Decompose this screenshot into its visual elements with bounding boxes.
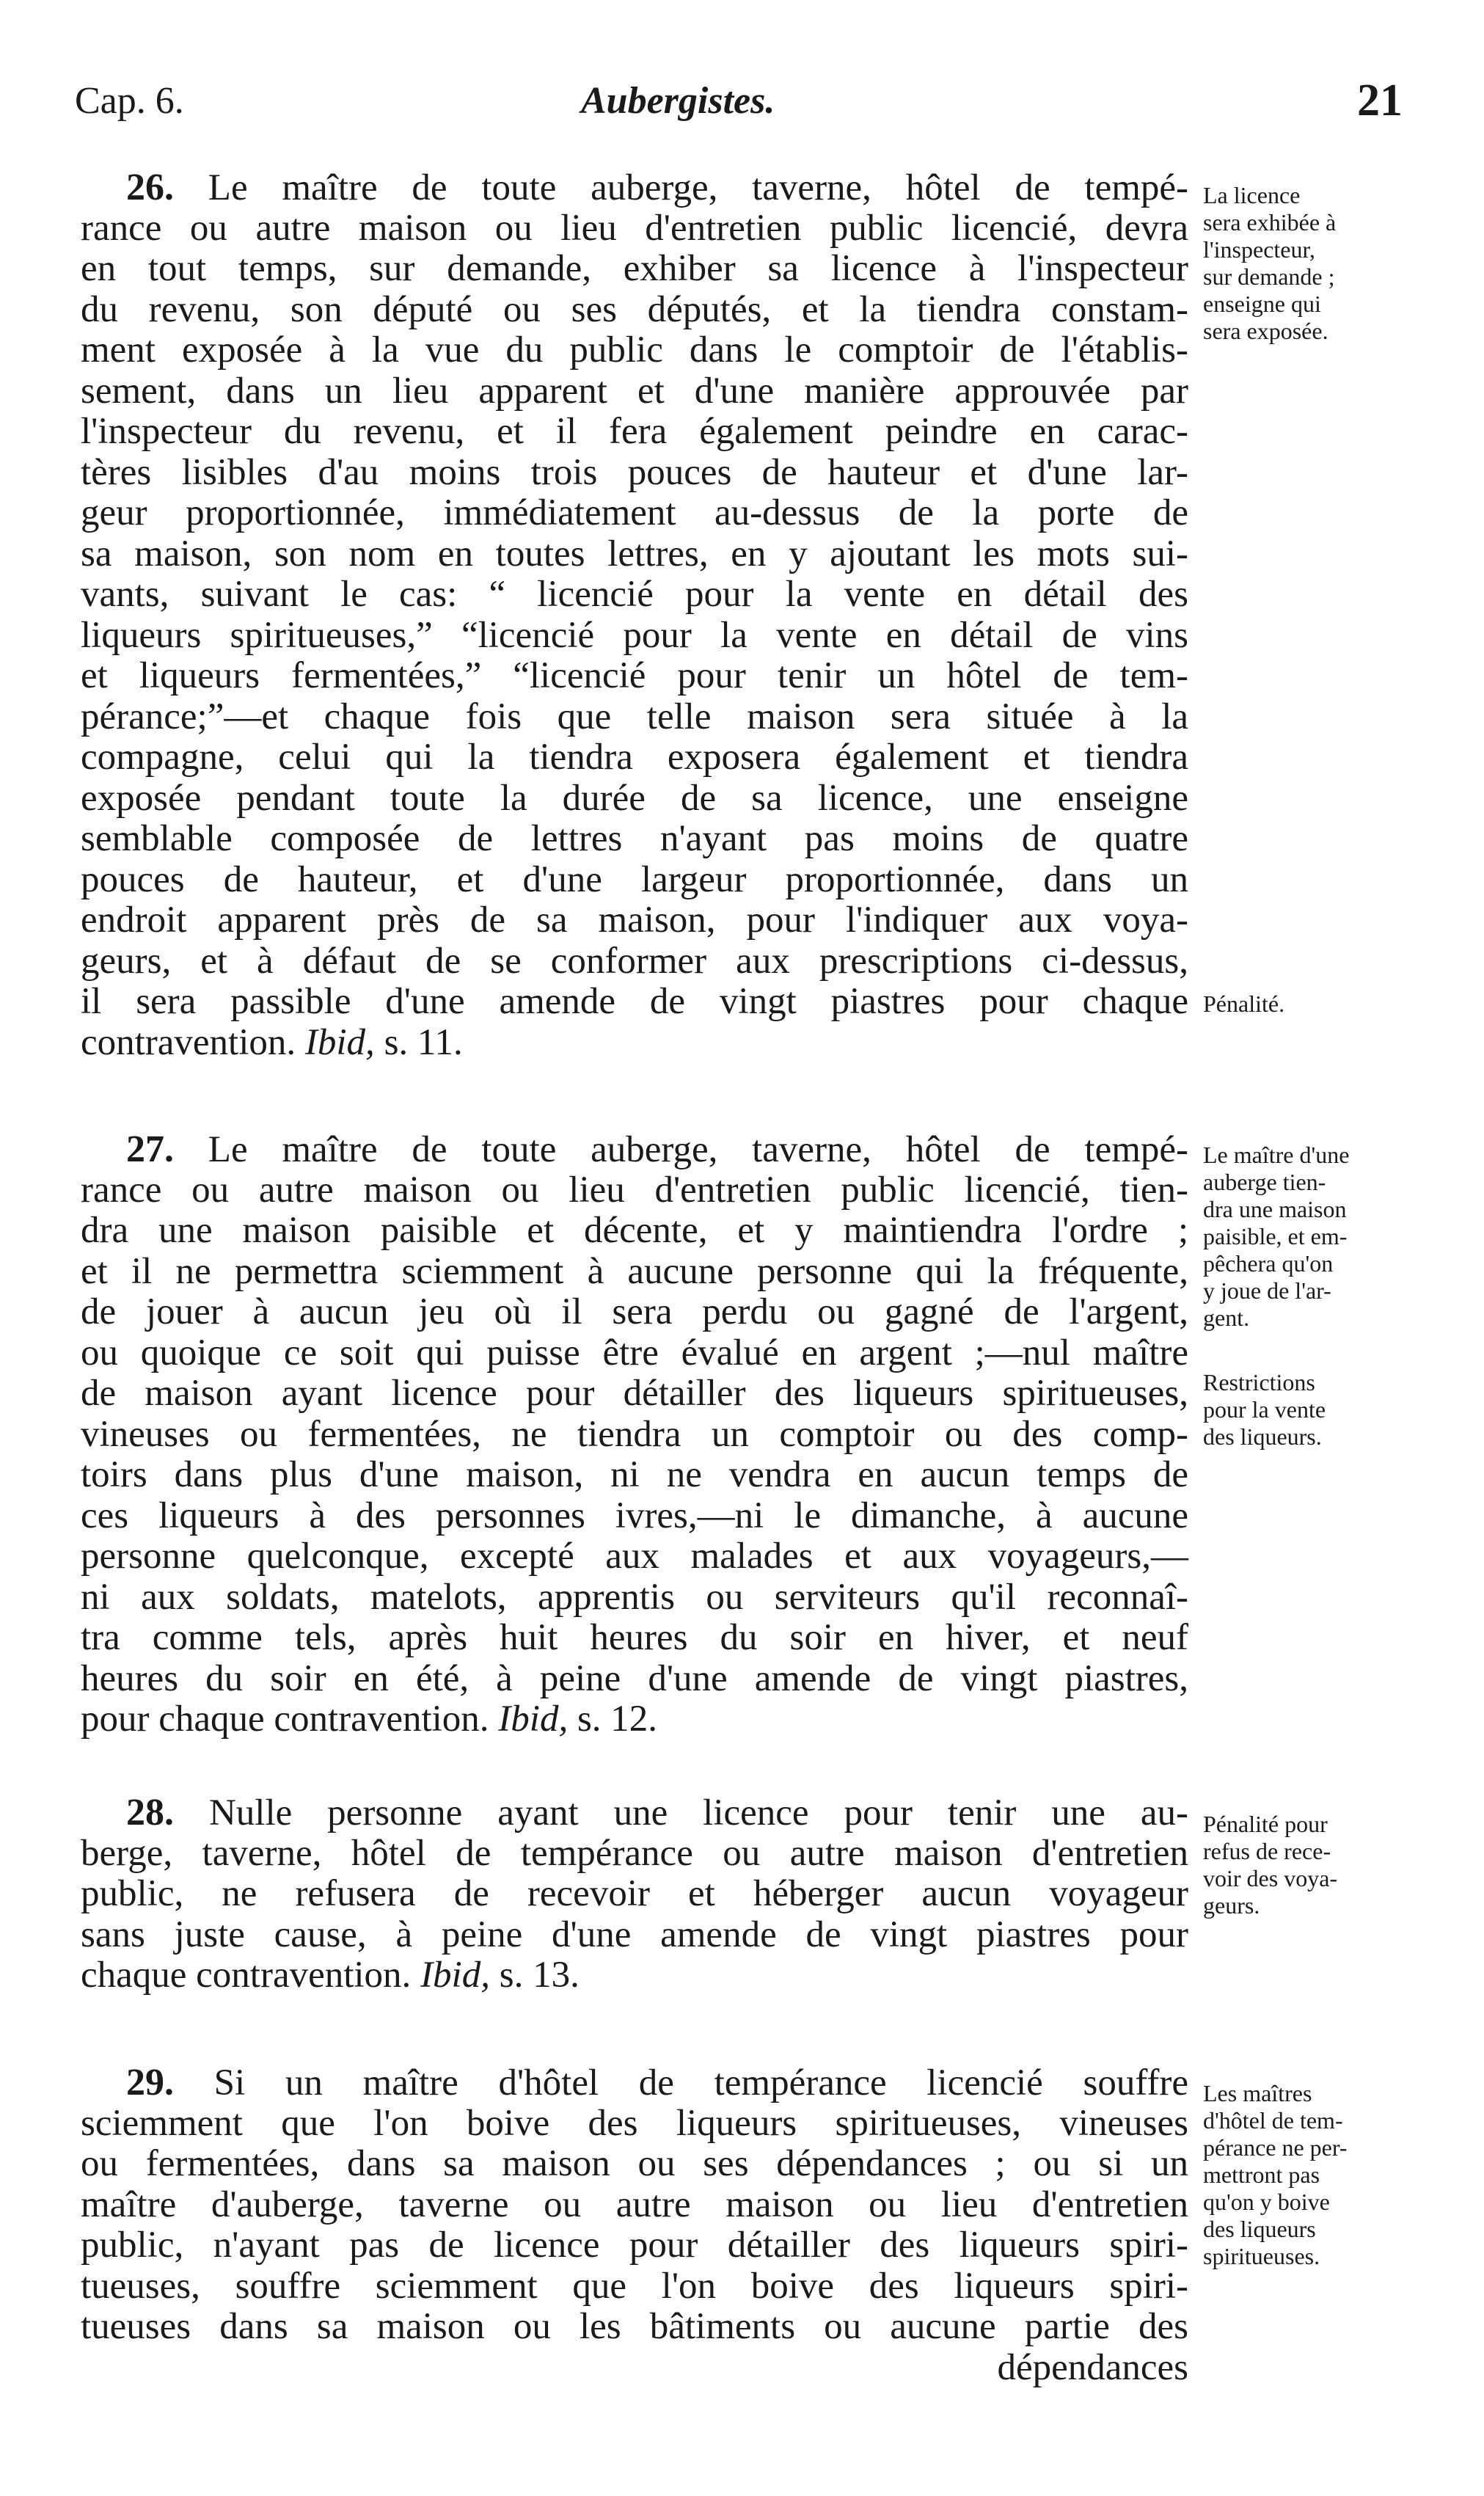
article-line: en tout temps, sur demande, exhiber sa licence à l'inspecteur <box>81 248 1188 289</box>
article-line: maître d'auberge, taverne ou autre maison ou lieu d'entretien <box>81 2183 1188 2225</box>
article-line: personne quelconque, excepté aux malades et aux voyageurs,— <box>81 1536 1188 1577</box>
article-line: sciemment que l'on boive des liqueurs spiritueuses, vineuses <box>81 2102 1188 2144</box>
chapter-label: Cap. 6. <box>75 80 184 122</box>
article-line: compagne, celui qui la tiendra exposera également et tiendra <box>81 737 1188 778</box>
article-27 <box>81 1129 1188 1740</box>
article-line: toirs dans plus d'une maison, ni ne vendra en aucun temps de <box>81 1454 1188 1495</box>
article-number: 28. <box>126 1792 174 1833</box>
catchword: dépendances <box>997 2346 1188 2388</box>
article-line: il sera passible d'une amende de vingt piastres pour chaque <box>81 981 1188 1022</box>
article-line: sement, dans un lieu apparent et d'une manière approuvée par <box>81 370 1188 412</box>
article-line: vineuses ou fermentées, ne tiendra un comptoir ou des comp- <box>81 1413 1188 1455</box>
citation-ibid: Ibid, <box>498 1698 569 1740</box>
article-last-line: chaque contravention. Ibid, s. 13. <box>81 1955 580 1996</box>
article-line: ou quoique ce soit qui puisse être évalué en argent ;—nul maître <box>81 1332 1188 1373</box>
article-29 <box>81 2062 1188 2388</box>
article-last-line: contravention. Ibid, s. 11. <box>81 1021 463 1063</box>
margin-note-refus-voyageurs: Pénalité pour refus de rece- voir des voya- geurs. <box>1203 1811 1338 1919</box>
article-line: heures du soir en été, à peine d'une amende de vingt piastres, <box>81 1657 1188 1699</box>
article-line: tueuses, souffre sciemment que l'on boive des liqueurs spiri- <box>81 2265 1188 2307</box>
article-line: dra une maison paisible et décente, et y maintiendra l'ordre ; <box>81 1210 1188 1251</box>
article-line: geurs, et à défaut de se conformer aux prescriptions ci-dessus, <box>81 940 1188 982</box>
page-number: 21 <box>1357 76 1403 125</box>
article-line: exposée pendant toute la durée de sa licence, une enseigne <box>81 777 1188 819</box>
article-line: rance ou autre maison ou lieu d'entretien public licencié, devra <box>81 207 1188 249</box>
article-line: sa maison, son nom en toutes lettres, en y ajoutant les mots sui- <box>81 533 1188 574</box>
article-number: 27. <box>126 1128 174 1170</box>
article-line: et il ne permettra sciemment à aucune personne qui la fréquente, <box>81 1250 1188 1292</box>
article-line: tères lisibles d'au moins trois pouces de hauteur et d'une lar- <box>81 451 1188 493</box>
margin-note-temperance: Les maîtres d'hôtel de tem- pérance ne per- mettront pas qu'on y boive des liqueurs spiritueuses. <box>1203 2080 1348 2269</box>
article-first-line: 27. Le maître de toute auberge, taverne, hôtel de tempé- <box>126 1128 1189 1170</box>
article-first-line: 28. Nulle personne ayant une licence pour tenir une au- <box>126 1792 1188 1833</box>
margin-note-licence: La licence sera exhibée à l'inspecteur, sur demande ; enseigne qui sera exposée. <box>1203 182 1337 344</box>
article-line: rance ou autre maison ou lieu d'entretien public licencié, tien- <box>81 1169 1188 1211</box>
article-line: public, n'ayant pas de licence pour détailler des liqueurs spiri- <box>81 2225 1188 2266</box>
article-line: berge, taverne, hôtel de tempérance ou autre maison d'entretien <box>81 1832 1188 1874</box>
article-line: geur proportionnée, immédiatement au-dessus de la porte de <box>81 492 1188 533</box>
article-number: 29. <box>126 2062 174 2103</box>
article-line: liqueurs spiritueuses,” “licencié pour la vente en détail de vins <box>81 614 1188 656</box>
margin-note-maison-paisible: Le maître d'une auberge tien- dra une maison paisible, et em- pêchera qu'on y joue de l'ar- gent. <box>1203 1142 1350 1331</box>
article-line: semblable composée de lettres n'ayant pas moins de quatre <box>81 818 1188 859</box>
citation-ibid: Ibid, <box>420 1955 490 1996</box>
article-line: pérance;”—et chaque fois que telle maison sera située à la <box>81 696 1188 737</box>
running-title: Aubergistes. <box>581 80 775 122</box>
article-line: ces liqueurs à des personnes ivres,—ni le dimanche, à aucune <box>81 1495 1188 1536</box>
article-line: ni aux soldats, matelots, apprentis ou serviteurs qu'il reconnaî- <box>81 1576 1188 1618</box>
article-last-line: pour chaque contravention. Ibid, s. 12. <box>81 1698 658 1740</box>
article-line: sans juste cause, à peine d'une amende de vingt piastres pour <box>81 1913 1188 1955</box>
article-28 <box>81 1792 1188 1996</box>
article-line: du revenu, son député ou ses députés, et la tiendra constam- <box>81 288 1188 330</box>
article-line: public, ne refusera de recevoir et héberger aucun voyageur <box>81 1873 1188 1914</box>
article-26 <box>81 167 1188 1063</box>
article-number: 26. <box>126 167 174 208</box>
article-line: de jouer à aucun jeu où il sera perdu ou gagné de l'argent, <box>81 1291 1188 1332</box>
article-line: ment exposée à la vue du public dans le comptoir de l'établis- <box>81 329 1188 371</box>
margin-note-restrictions: Restrictions pour la vente des liqueurs. <box>1203 1369 1326 1450</box>
article-first-line: 26. Le maître de toute auberge, taverne, hôtel de tempé- <box>126 167 1189 208</box>
article-line: tra comme tels, après huit heures du soir en hiver, et neuf <box>81 1617 1188 1658</box>
running-header <box>75 76 1403 138</box>
citation-ibid: Ibid, <box>304 1021 375 1063</box>
article-line: endroit apparent près de sa maison, pour l'indiquer aux voya- <box>81 899 1188 941</box>
margin-note-penalite: Pénalité. <box>1203 990 1285 1017</box>
article-line: vants, suivant le cas: “ licencié pour la vente en détail des <box>81 574 1188 615</box>
article-line: tueuses dans sa maison ou les bâtiments ou aucune partie des <box>81 2306 1188 2347</box>
article-line: l'inspecteur du revenu, et il fera également peindre en carac- <box>81 411 1188 452</box>
article-first-line: 29. Si un maître d'hôtel de tempérance licencié souffre <box>126 2062 1189 2103</box>
article-line: de maison ayant licence pour détailler des liqueurs spiritueuses, <box>81 1373 1188 1414</box>
article-line: et liqueurs fermentées,” “licencié pour tenir un hôtel de tem- <box>81 655 1188 696</box>
citation-section: s. 11. <box>384 1021 463 1063</box>
citation-section: s. 13. <box>499 1955 580 1996</box>
article-line: ou fermentées, dans sa maison ou ses dépendances ; ou si un <box>81 2143 1188 2184</box>
article-line: pouces de hauteur, et d'une largeur proportionnée, dans un <box>81 858 1188 900</box>
citation-section: s. 12. <box>577 1698 658 1740</box>
